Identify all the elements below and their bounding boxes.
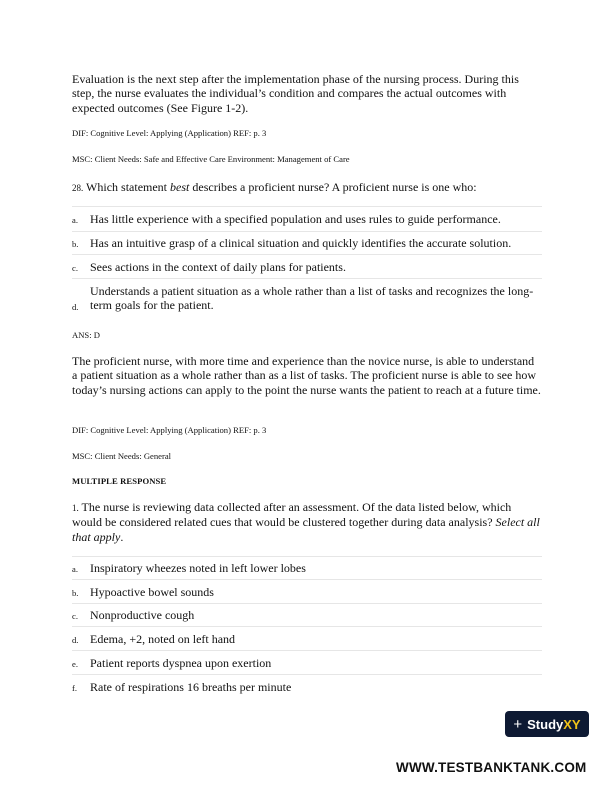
option-letter: a. bbox=[72, 564, 78, 574]
response-option-c bbox=[72, 608, 542, 624]
response-option-a bbox=[72, 561, 542, 577]
question-28-stem bbox=[72, 180, 542, 195]
option-divider bbox=[72, 231, 542, 232]
answer-option-c bbox=[72, 260, 542, 276]
response-option-e bbox=[72, 656, 542, 672]
option-letter: c. bbox=[72, 611, 78, 621]
option-text: Rate of respirations 16 breaths per minute bbox=[90, 680, 292, 694]
option-divider bbox=[72, 603, 542, 604]
evaluation-paragraph: Evaluation is the next step after the implementation phase of the nursing process. During this step, the nurse evaluates the individual’s condition and compares the actual outcomes with expected outcomes (See Figure 1-2). bbox=[72, 72, 519, 115]
client-needs-category: MSC: Client Needs: General bbox=[72, 451, 172, 461]
badge-label-prefix: Study bbox=[527, 716, 564, 732]
option-text: Sees actions in the context of daily plans for patients. bbox=[90, 260, 346, 274]
difficulty-reference: DIF: Cognitive Level: Applying (Application) REF: p. 3 bbox=[72, 425, 267, 435]
section-heading: MULTIPLE RESPONSE bbox=[72, 476, 167, 486]
response-option-f bbox=[72, 680, 542, 696]
question-text-start: Which statement bbox=[86, 180, 168, 194]
answer-option-a bbox=[72, 212, 542, 228]
option-letter: c. bbox=[72, 263, 78, 273]
option-text: Edema, +2, noted on left hand bbox=[90, 632, 236, 646]
rationale-paragraph: The proficient nurse, with more time and experience than the novice nurse, is able to understand a patient situation as a whole rather than as a list of tasks. The proficient nurse is able to see how today’s nursing actions can apply to the point the nurse wants the patient to reach at a future time. bbox=[72, 354, 541, 397]
answer-key: ANS: D bbox=[72, 330, 100, 340]
option-text: Nonproductive cough bbox=[90, 608, 195, 622]
option-text: Inspiratory wheezes noted in left lower lobes bbox=[90, 561, 306, 575]
option-divider bbox=[72, 556, 542, 557]
option-divider bbox=[72, 650, 542, 651]
response-option-d bbox=[72, 632, 542, 648]
option-divider bbox=[72, 254, 542, 255]
option-text: Has an intuitive grasp of a clinical situation and quickly identifies the accurate solution. bbox=[90, 236, 512, 250]
difficulty-reference: DIF: Cognitive Level: Applying (Application) REF: p. 3 bbox=[72, 128, 267, 138]
question-text-end: describes a proficient nurse? A proficient nurse is one who: bbox=[192, 180, 477, 194]
option-letter: f. bbox=[72, 683, 78, 693]
question-text-emphasis: best bbox=[170, 180, 190, 194]
answer-option-d bbox=[72, 284, 542, 314]
multiple-response-question-1 bbox=[72, 500, 542, 544]
plus-icon: + bbox=[513, 715, 523, 733]
option-divider bbox=[72, 278, 542, 279]
answer-option-b bbox=[72, 236, 542, 252]
option-divider bbox=[72, 579, 542, 580]
option-letter: d. bbox=[72, 302, 79, 312]
option-text: Patient reports dyspnea upon exertion bbox=[90, 656, 272, 670]
option-divider bbox=[72, 626, 542, 627]
option-letter: e. bbox=[72, 659, 78, 669]
question-text-emphasis: Select all that apply bbox=[72, 515, 540, 544]
option-text: Has little experience with a specified population and uses rules to guide performance. bbox=[90, 212, 501, 226]
question-text-start: The nurse is reviewing data collected after an assessment. Of the data listed below, which would be considered related cues that would be clustered together during data analysis? bbox=[72, 500, 512, 530]
question-text-end: . bbox=[120, 529, 124, 544]
option-letter: a. bbox=[72, 215, 78, 225]
option-divider bbox=[72, 206, 542, 207]
option-letter: d. bbox=[72, 635, 79, 645]
response-option-b bbox=[72, 585, 542, 601]
option-letter: b. bbox=[72, 239, 79, 249]
option-divider bbox=[72, 674, 542, 675]
studyxy-badge[interactable] bbox=[505, 711, 589, 737]
client-needs-category: MSC: Client Needs: Safe and Effective Care Environment: Management of Care bbox=[72, 154, 350, 164]
option-text: Understands a patient situation as a whole rather than a list of tasks and recognizes the long-term goals for the patient. bbox=[90, 284, 534, 313]
option-text: Hypoactive bowel sounds bbox=[90, 585, 214, 599]
badge-label-suffix: XY bbox=[563, 716, 581, 732]
question-number: 1. bbox=[72, 503, 79, 513]
question-number: 28. bbox=[72, 183, 84, 193]
option-letter: b. bbox=[72, 588, 79, 598]
footer-url[interactable]: WWW.TESTBANKTANK.COM bbox=[396, 760, 587, 775]
